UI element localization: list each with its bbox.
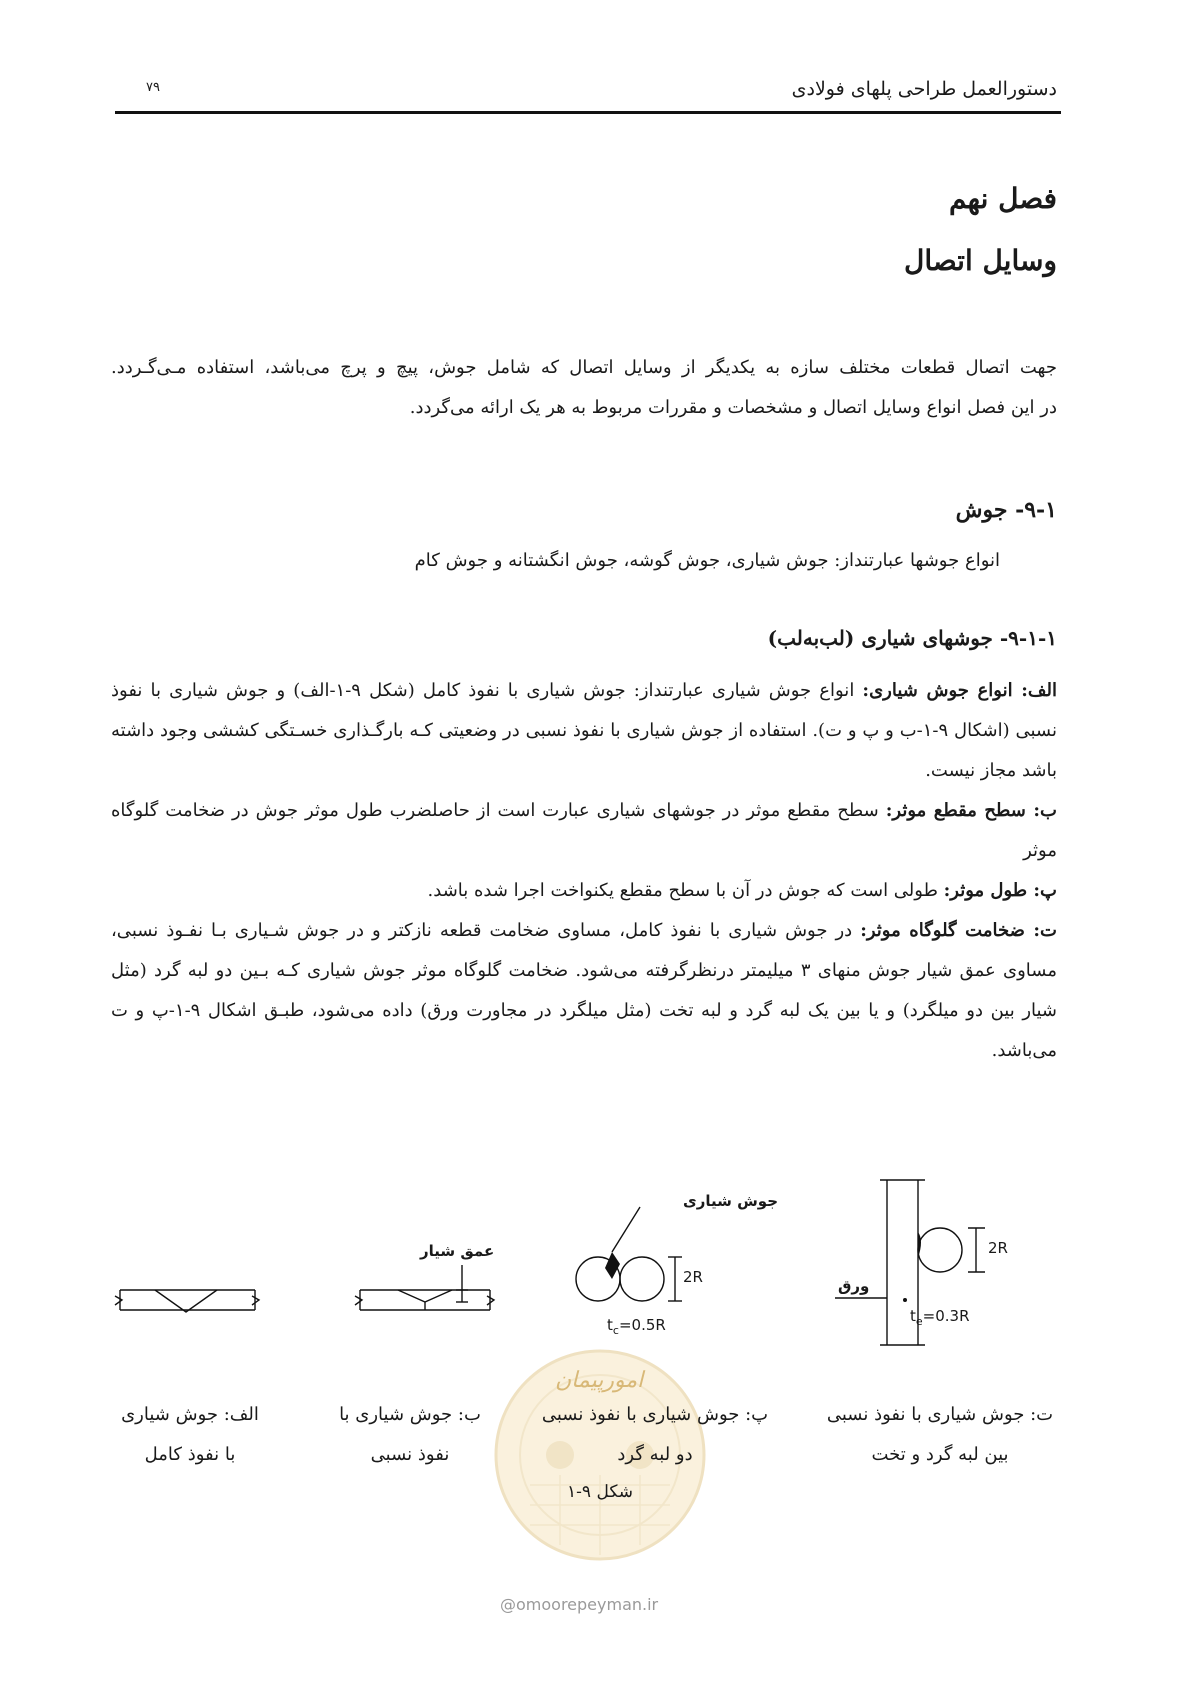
watermark-site: @omoorepeyman.ir bbox=[500, 1595, 659, 1614]
label-groove-depth: عمق شیار bbox=[420, 1242, 495, 1260]
chapter-title: فصل نهم bbox=[949, 182, 1057, 215]
item-te-text: در جوش شیاری با نفوذ کامل، مساوی ضخامت قطعه نازکتر و در جوش شـیاری بـا نفـوذ نسبی، مساوی عمق شیار جوش منهای ۳ میلیمتر درنظرگرفته می‌شود. ضخامت گلوگاه موثر جوش شیاری کـه بـین دو لبه گرد (مثل شیار بین دو میلگرد) و یا بین یک لبه گرد و لبه تخت (مثل میلگرد در مجاورت ورق) داده می‌شود، طبـق اشکال ۹-۱-پ و ت می‌باشد. bbox=[111, 920, 1058, 1061]
caption-te: ت: جوش شیاری با نفوذ نسبی بین لبه گرد و تخت bbox=[826, 1404, 1054, 1465]
weld-fill-d bbox=[918, 1232, 921, 1258]
figure-caption: شکل ۹-۱ bbox=[567, 1482, 633, 1502]
item-be-text: سطح مقطع موثر در جوشهای شیاری عبارت است از حاصلضرب طول موثر جوش در ضخامت گلوگاه موثر bbox=[111, 800, 1057, 861]
weld-fill-c bbox=[605, 1252, 620, 1279]
intro-line-1: جهت اتصال قطعات مختلف سازه به یکدیگر از وسایل اتصال که شامل جوش، پیچ و پرچ می‌باشد، استفاده مـی‌گـردد. bbox=[111, 357, 1057, 378]
label-groove-weld: جوش شیاری bbox=[683, 1192, 779, 1210]
chapter-subtitle: وسایل اتصال bbox=[904, 244, 1057, 277]
caption-alef: الف: جوش شیاری با نفوذ کامل bbox=[121, 1404, 259, 1465]
label-plate: ورق bbox=[838, 1277, 870, 1295]
section-text: انواع جوشها عبارتنداز: جوش شیاری، جوش گوشه، جوش انگشتانه و جوش کام bbox=[414, 550, 1000, 571]
running-header-title: دستورالعمل طراحی پلهای فولادی bbox=[791, 78, 1057, 100]
item-alef-label: الف: انواع جوش شیاری: bbox=[862, 680, 1057, 701]
item-pe-text: طولی است که جوش در آن با سطح مقطع یکنواخت اجرا شده باشد. bbox=[427, 880, 944, 901]
plate-dot bbox=[903, 1298, 907, 1302]
drawing-a-full-penetration bbox=[115, 1290, 259, 1312]
drawing-b-partial-penetration bbox=[355, 1265, 494, 1310]
item-te-label: ت: ضخامت گلوگاه موثر: bbox=[860, 920, 1057, 941]
label-2r-c: 2R bbox=[683, 1268, 703, 1286]
caption-pe: پ: جوش شیاری با نفوذ نسبی دو لبه گرد bbox=[541, 1404, 769, 1465]
subsection-heading: ۹-۱-۱- جوشهای شیاری (لب‌به‌لب) bbox=[767, 626, 1057, 650]
intro-line-2: در این فصل انواع وسایل اتصال و مشخصات و مقررات مربوط به هر یک ارائه می‌گردد. bbox=[409, 397, 1057, 418]
item-alef-text: انواع جوش شیاری عبارتنداز: جوش شیاری با نفوذ کامل (شکل ۹-۱-الف) و جوش شیاری با نفوذ نسبی (اشکال ۹-۱-ب و پ و ت). استفاده از جوش شیاری با نفوذ نسبی در وضعیتی کـه بارگـذاری خسـتگی کششی وجود داشته باشد مجاز نیست. bbox=[111, 680, 1057, 781]
label-te: $t_e=0.3R$ bbox=[910, 1307, 970, 1328]
caption-be: ب: جوش شیاری با نفوذ نسبی bbox=[339, 1404, 481, 1465]
label-tc: $t_c=0.5R$ bbox=[607, 1316, 666, 1337]
section-heading: ۹-۱- جوش bbox=[955, 497, 1057, 523]
label-2r-d: 2R bbox=[988, 1239, 1008, 1257]
watermark-text: امورپیمان bbox=[555, 1368, 644, 1393]
drawing-c-two-round-edges bbox=[576, 1207, 682, 1301]
page-number: ۷۹ bbox=[146, 80, 160, 95]
item-pe-label: پ: طول موثر: bbox=[943, 880, 1057, 901]
item-be-label: ب: سطح مقطع موثر: bbox=[885, 800, 1057, 821]
